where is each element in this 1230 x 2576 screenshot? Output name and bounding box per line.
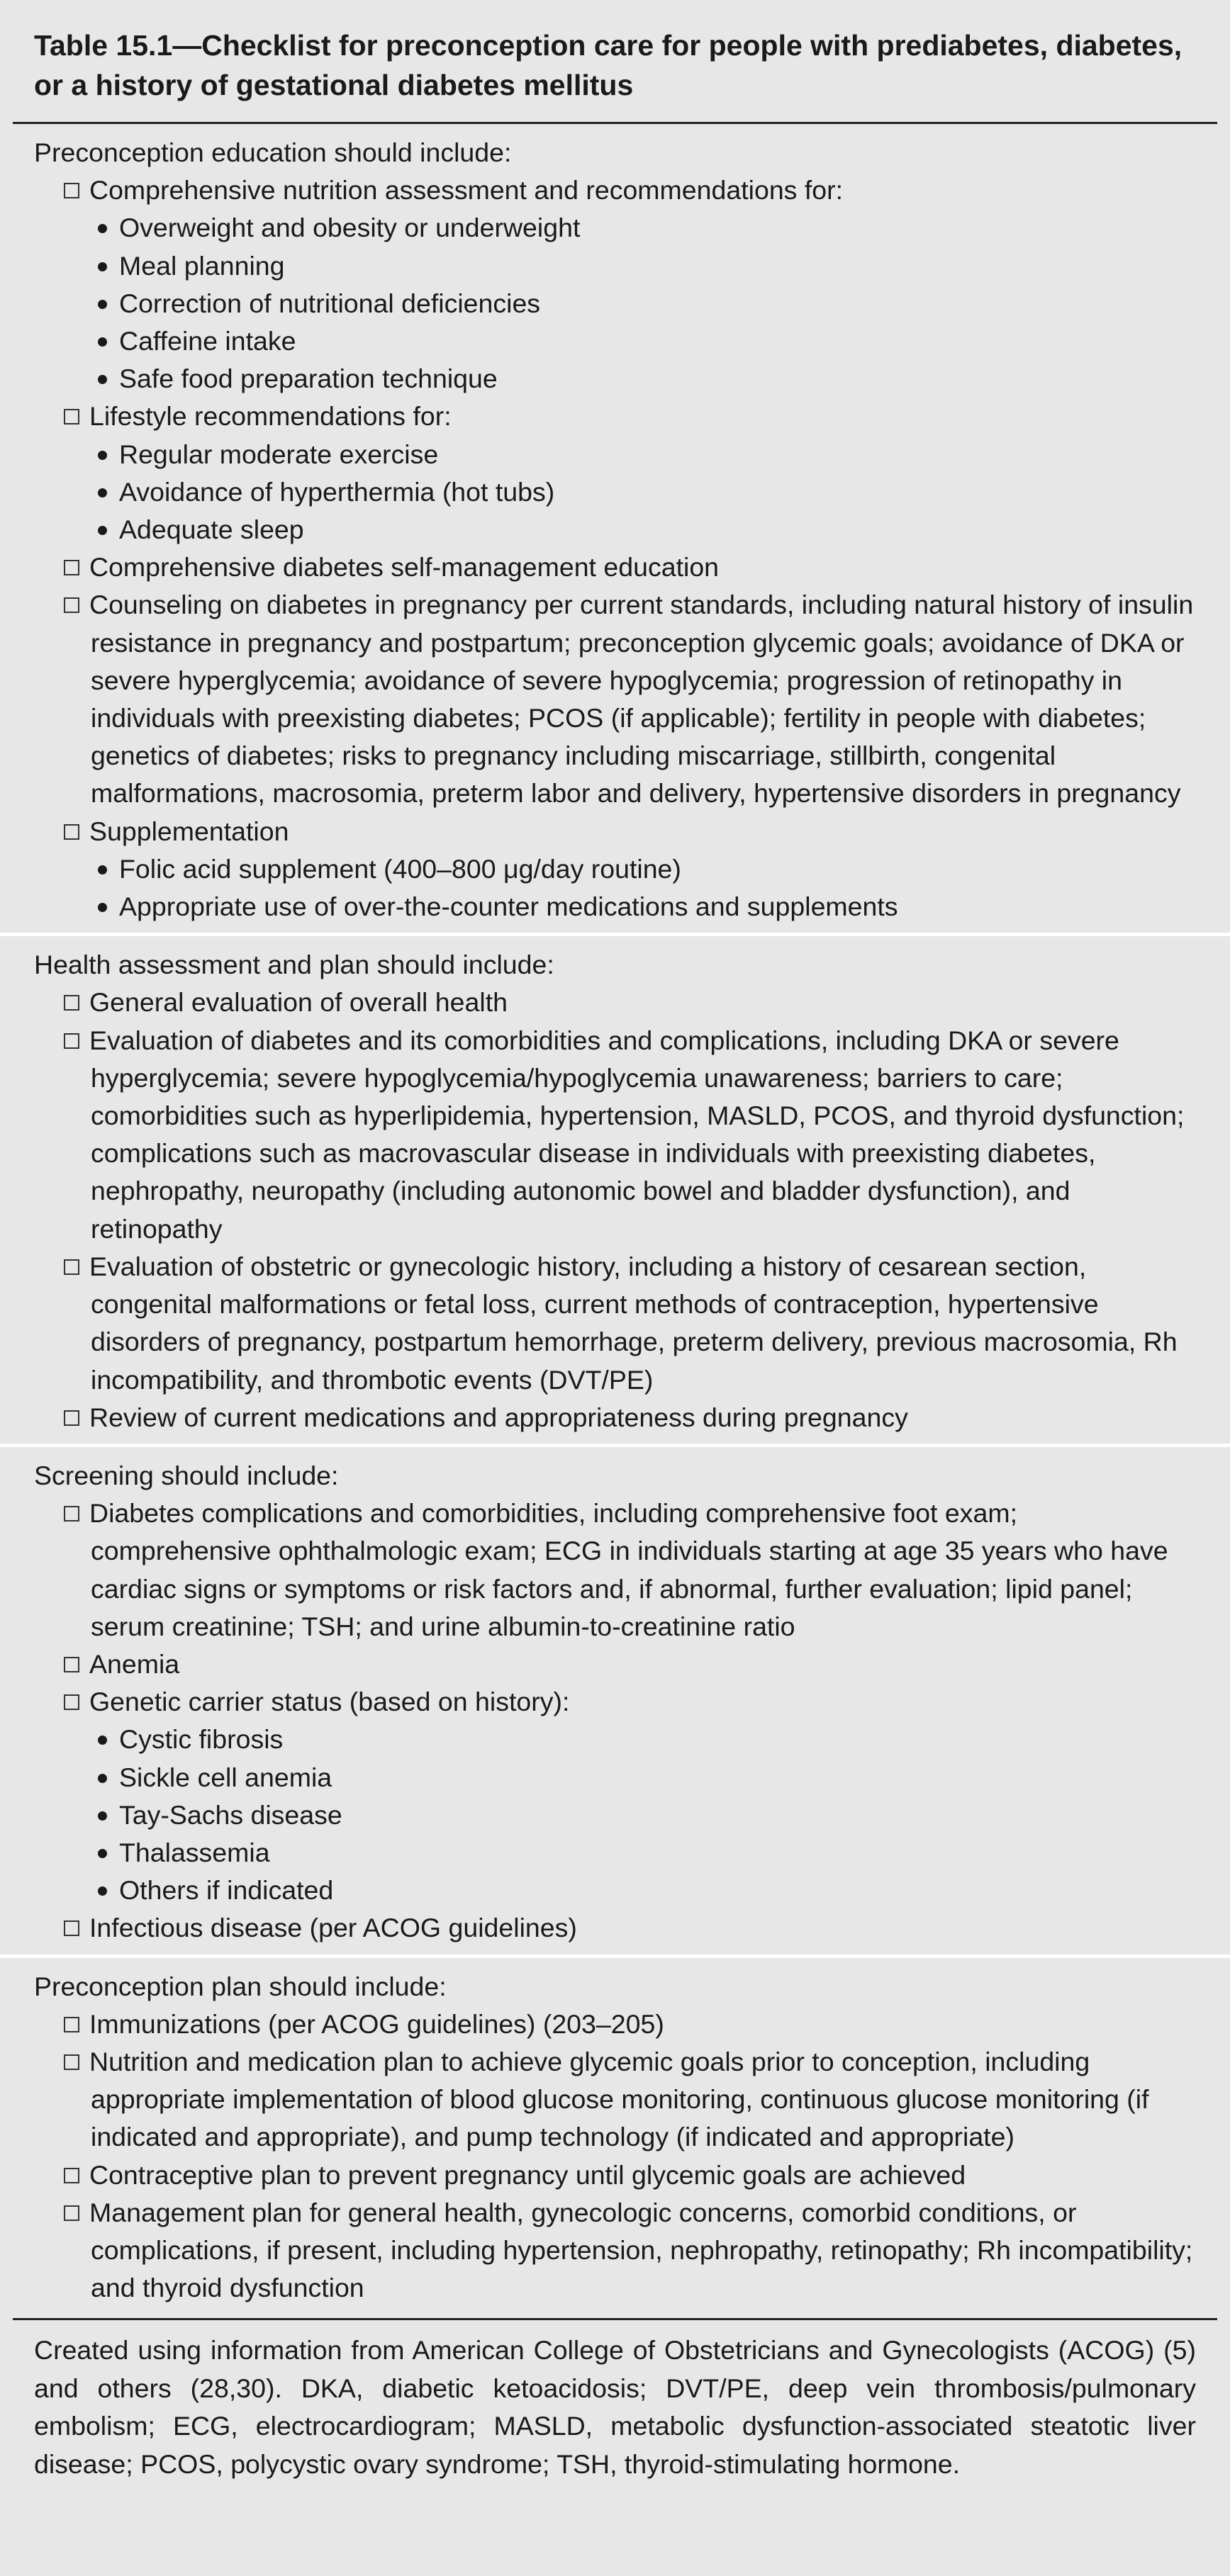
- bullet-item: [34, 285, 1196, 322]
- table-title: Table 15.1—Checklist for preconception care for people with prediabetes, diabetes, or a history of gestational diabetes mellitus: [13, 0, 1217, 124]
- checklist-item: [34, 2194, 1196, 2307]
- section-heading: Preconception education should include:: [34, 137, 512, 167]
- checklist-item-text: General evaluation of overall health: [89, 987, 508, 1018]
- bullet-text: Tay-Sachs disease: [119, 1799, 342, 1830]
- bullet-item: [34, 1796, 1196, 1834]
- bullet-item: [34, 473, 1196, 511]
- section-heading: Health assessment and plan should include:: [34, 950, 554, 980]
- bullet-item: [34, 511, 1196, 549]
- bullet-item: [34, 1759, 1196, 1796]
- checklist-item: [34, 984, 1196, 1021]
- checkbox-icon: [64, 560, 79, 575]
- bullet-dot-icon: [98, 375, 107, 384]
- bullet-item: [34, 247, 1196, 285]
- bullet-item: [34, 1872, 1196, 1909]
- bullet-dot-icon: [98, 1736, 107, 1745]
- bullet-dot-icon: [98, 262, 107, 271]
- checkbox-icon: [64, 597, 79, 613]
- bullet-item: [34, 322, 1196, 360]
- checkbox-icon: [64, 2168, 79, 2183]
- checklist-item-text: Comprehensive diabetes self-management education: [89, 552, 720, 583]
- checkbox-icon: [64, 995, 79, 1011]
- checklist-item-text: Counseling on diabetes in pregnancy per current standards, including natural history of insulin resistance in pregnancy and postpartum; preconception glycemic goals; avoidance of DKA or severe hyperglycemia; avoidance of severe hypoglycemia; progression of retinopathy in individuals with preexisting diabetes; PCOS (if applicable); fertility in people with diabetes; genetics of diabetes; risks to pregnancy including miscarriage, stillbirth, congenital malformations, macrosomia, preterm labor and delivery, hypertensive disorders in pregnancy: [89, 590, 1194, 809]
- bullet-text: Adequate sleep: [119, 514, 304, 545]
- bullet-dot-icon: [98, 451, 107, 460]
- bullet-item: [34, 888, 1196, 926]
- bullet-text: Folic acid supplement (400–800 μg/day routine): [119, 853, 681, 884]
- checkbox-icon: [64, 2017, 79, 2032]
- checklist-item: [34, 171, 1196, 209]
- checklist-item: [34, 1022, 1196, 1248]
- checklist-item: [34, 813, 1196, 850]
- bullet-dot-icon: [98, 1811, 107, 1821]
- checklist-item-text: Genetic carrier status (based on history):: [89, 1687, 570, 1717]
- checklist-item-text: Contraceptive plan to prevent pregnancy until glycemic goals are achieved: [89, 2159, 966, 2190]
- section-heading: Screening should include:: [34, 1460, 339, 1490]
- checkbox-icon: [64, 2205, 79, 2221]
- checklist-item-text: Review of current medications and appropriateness during pregnancy: [89, 1402, 908, 1432]
- bullet-text: Cystic fibrosis: [119, 1724, 284, 1755]
- bullet-item: [34, 850, 1196, 888]
- checklist-item: [34, 1248, 1196, 1399]
- bullet-text: Meal planning: [119, 250, 285, 281]
- checklist-item-text: Anemia: [89, 1648, 180, 1679]
- bullet-item: [34, 436, 1196, 473]
- bullet-item: [34, 1834, 1196, 1872]
- bullet-item: [34, 1721, 1196, 1758]
- checkbox-icon: [64, 824, 79, 840]
- bullet-text: Safe food preparation technique: [119, 364, 498, 394]
- bullet-text: Caffeine intake: [119, 326, 296, 356]
- bullet-text: Avoidance of hyperthermia (hot tubs): [119, 476, 555, 507]
- bullet-text: Appropriate use of over-the-counter medications and supplements: [119, 892, 898, 922]
- bullet-item: [34, 209, 1196, 247]
- bullet-dot-icon: [98, 1774, 107, 1783]
- checkbox-icon: [64, 2054, 79, 2070]
- checklist-item-text: Management plan for general health, gynecologic concerns, comorbid conditions, or complications, if present, including hypertension, nephropathy, retinopathy; Rh incompatibility; and thyroid dysfunction: [89, 2197, 1193, 2303]
- checkbox-icon: [64, 1033, 79, 1049]
- checkbox-icon: [64, 409, 79, 424]
- bullet-dot-icon: [98, 903, 107, 912]
- bullet-text: Sickle cell anemia: [119, 1762, 332, 1792]
- checklist-item-text: Diabetes complications and comorbidities, including comprehensive foot exam; comprehensive ophthalmologic exam; ECG in individuals starting at age 35 years who have cardiac signs or symptoms or risk factors and, if abnormal, further evaluation; lipid panel; serum creatinine; TSH; and urine albumin-to-creatinine ratio: [89, 1498, 1168, 1641]
- bullet-text: Regular moderate exercise: [119, 439, 439, 469]
- checklist-item: [34, 1399, 1196, 1436]
- bullet-dot-icon: [98, 300, 107, 309]
- checklist-item: [34, 1495, 1196, 1646]
- checkbox-icon: [64, 1410, 79, 1426]
- table-footnote: Created using information from American College of Obstetricians and Gynecologists (ACOG) (5) and others (28,30). DKA, diabetic ketoacidosis; DVT/PE, deep vein thrombosis/pulmonary embolism; ECG, electrocardiogram; MASLD, metabolic dysfunction-associated steatotic liver disease; PCOS, polycystic ovary syndrome; TSH, thyroid-stimulating hormone.: [13, 2318, 1217, 2497]
- bullet-item: [34, 360, 1196, 398]
- bullet-dot-icon: [98, 865, 107, 874]
- bullet-dot-icon: [98, 1849, 107, 1858]
- checkbox-icon: [64, 1920, 79, 1936]
- bullet-text: Correction of nutritional deficiencies: [119, 288, 541, 318]
- checklist-section: [0, 933, 1230, 1444]
- checklist-item: [34, 1909, 1196, 1947]
- section-heading: Preconception plan should include:: [34, 1971, 447, 2001]
- checklist-item-text: Nutrition and medication plan to achieve glycemic goals prior to conception, including appropriate implementation of blood glucose monitoring, continuous glucose monitoring (if indicated and appropriate), and pump technology (if indicated and appropriate): [89, 2046, 1149, 2152]
- bullet-dot-icon: [98, 1886, 107, 1896]
- checklist-item-text: Immunizations (per ACOG guidelines) (203–205): [89, 2008, 664, 2039]
- checklist-section: [0, 1955, 1230, 2315]
- checklist-item: [34, 2006, 1196, 2043]
- checkbox-icon: [64, 1657, 79, 1672]
- bullet-dot-icon: [98, 224, 107, 233]
- checklist-section: [0, 124, 1230, 933]
- bullet-dot-icon: [98, 337, 107, 347]
- checklist-item: [34, 2156, 1196, 2194]
- checklist-item: [34, 586, 1196, 812]
- checklist-item-text: Supplementation: [89, 816, 289, 846]
- checklist-item-text: Evaluation of diabetes and its comorbidities and complications, including DKA or severe hyperglycemia; severe hypoglycemia/hypoglycemia unawareness; barriers to care; comorbidities such as hyperlipidemia, hypertension, MASLD, PCOS, and thyroid dysfunction; complications such as macrovascular disease in individuals with preexisting diabetes, nephropathy, neuropathy (including autonomic bowel and bladder dysfunction), and retinopathy: [89, 1025, 1185, 1244]
- checkbox-icon: [64, 183, 79, 198]
- bullet-text: Overweight and obesity or underweight: [119, 213, 581, 243]
- checklist-item: [34, 549, 1196, 586]
- checklist-item-text: Infectious disease (per ACOG guidelines): [89, 1913, 577, 1943]
- checklist-section: [0, 1444, 1230, 1955]
- checkbox-icon: [64, 1259, 79, 1275]
- checkbox-icon: [64, 1506, 79, 1522]
- checklist-item-text: Evaluation of obstetric or gynecologic history, including a history of cesarean section, congenital malformations or fetal loss, current methods of contraception, hypertensive disorders of pregnancy, postpartum hemorrhage, preterm delivery, previous macrosomia, Rh incompatibility, and thrombotic events (DVT/PE): [89, 1251, 1178, 1395]
- bullet-text: Others if indicated: [119, 1875, 334, 1906]
- checklist-item: [34, 2043, 1196, 2156]
- checklist-item: [34, 1646, 1196, 1683]
- bullet-dot-icon: [98, 488, 107, 497]
- bullet-text: Thalassemia: [119, 1837, 270, 1867]
- table-body: [0, 124, 1230, 2314]
- checklist-item-text: Comprehensive nutrition assessment and recommendations for:: [89, 175, 844, 206]
- checklist-item: [34, 398, 1196, 435]
- bullet-dot-icon: [98, 526, 107, 535]
- checklist-item: [34, 1683, 1196, 1721]
- checklist-item-text: Lifestyle recommendations for:: [89, 401, 452, 432]
- checkbox-icon: [64, 1694, 79, 1710]
